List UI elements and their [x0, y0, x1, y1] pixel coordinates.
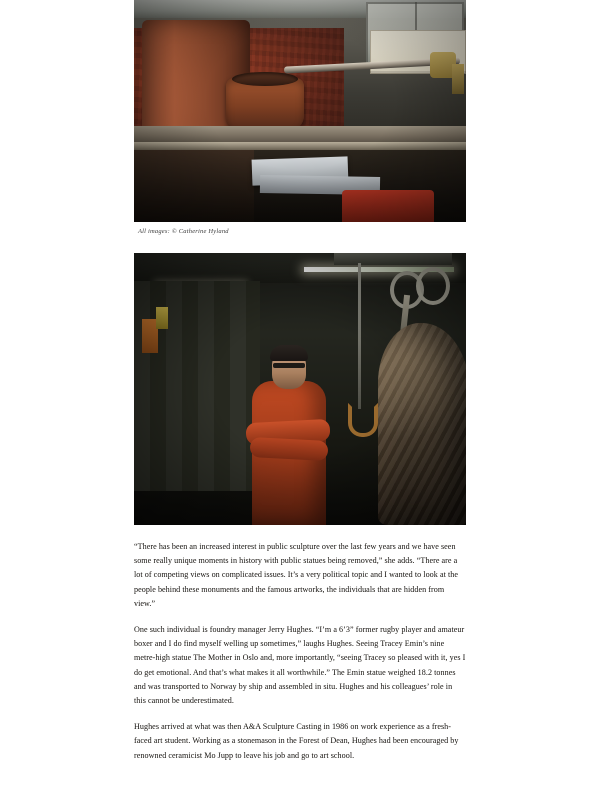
paragraph-3: Hughes arrived at what was then A&A Sculpture Casting in 1986 on work experience as a fresh-faced art student. Working as a stonemason in the Forest of Dean, Hughes had been encouraged by renowned ceramicist Mo Jupp to leave his job and go to art school.: [134, 722, 459, 760]
paragraph-1: “There has been an increased interest in public sculpture over the last few years and we have seen some really unique moments in history with public statues being removed,” she adds. “There are a lot of competing views on complicated issues. It’s a very political topic and I wanted to look at the people behind these monuments and the famous artworks, the individuals that are hidden from view.”: [134, 542, 459, 608]
paragraph-2: One such individual is foundry manager Jerry Hughes. “I’m a 6’3” former rugby player and amateur boxer and I do find myself welling up sometimes,” laughs Hughes. Seeing Tracey Emin’s nine metre-high statue The Mother in Oslo and, more importantly, “seeing Tracey so pleased with it, yes I do get emotional. And that’s what makes it all worthwhile.” The Emin statue weighed 18.2 tonnes and was transported to Norway by ship and assembled in situ. Hughes and his colleagues’ role in this cannot be underestimated.: [134, 625, 466, 706]
foundry-manager-portrait-photo: [134, 253, 466, 525]
photo-vignette: [134, 0, 466, 222]
article-body: [134, 540, 466, 763]
image-credit-caption: All images: © Catherine Hyland: [138, 228, 229, 235]
photo-vignette: [134, 253, 466, 525]
foundry-workbench-photo: [134, 0, 466, 222]
